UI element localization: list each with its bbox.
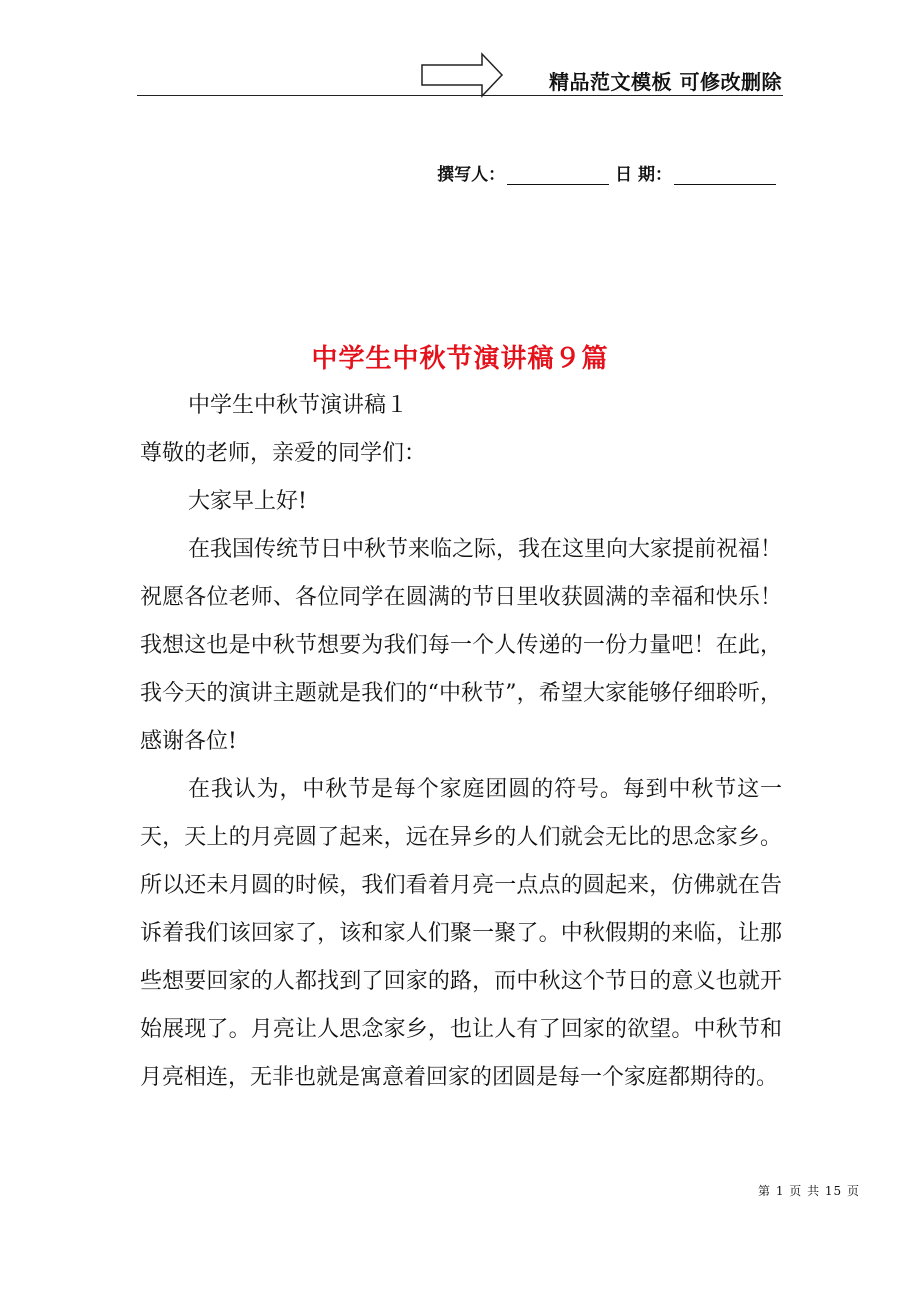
author-blank-field — [507, 164, 609, 185]
paragraph: 在我国传统节日中秋节来临之际，我在这里向大家提前祝福！祝愿各位老师、各位同学在圆满的节日里收获圆满的幸福和快乐！我想这也是中秋节想要为我们每一个人传递的一份力量吧！在此，我今天的演讲主题就是我们的“中秋节”，希望大家能够仔细聆听，感谢各位! — [140, 537, 783, 754]
document-title: 中学生中秋节演讲稿９篇 — [311, 344, 609, 374]
page-number: 第 1 页 共 15 页 — [758, 1184, 860, 1198]
header-banner-text: 精品范文模板 可修改删除 — [549, 70, 782, 94]
header-divider — [137, 95, 783, 96]
arrow-icon — [420, 52, 504, 98]
paragraph: 在我认为，中秋节是每个家庭团圆的符号。每到中秋节这一天，天上的月亮圆了起来，远在异乡的人们就会无比的思念家乡。所以还未月圆的时候，我们看着月亮一点点的圆起来，仿佛就在告诉着我们该回家了，该和家人们聚一聚了。中秋假期的来临，让那些想要回家的人都找到了回家的路，而中秋这个节日的意义也就开始展现了。月亮让人思念家乡，也让人有了回家的欲望。中秋节和月亮相连，无非也就是寓意着回家的团圆是每一个家庭都期待的。 — [140, 777, 782, 1090]
greeting: 大家早上好! — [188, 489, 307, 514]
speech-subtitle: 中学生中秋节演讲稿１ — [188, 393, 409, 418]
date-blank-field — [674, 164, 776, 185]
document-body — [140, 382, 782, 1102]
author-date-line — [437, 160, 782, 185]
date-label: 日 期： — [615, 165, 672, 185]
salutation: 尊敬的老师，亲爱的同学们： — [140, 441, 427, 466]
author-label: 撰写人： — [437, 165, 506, 185]
